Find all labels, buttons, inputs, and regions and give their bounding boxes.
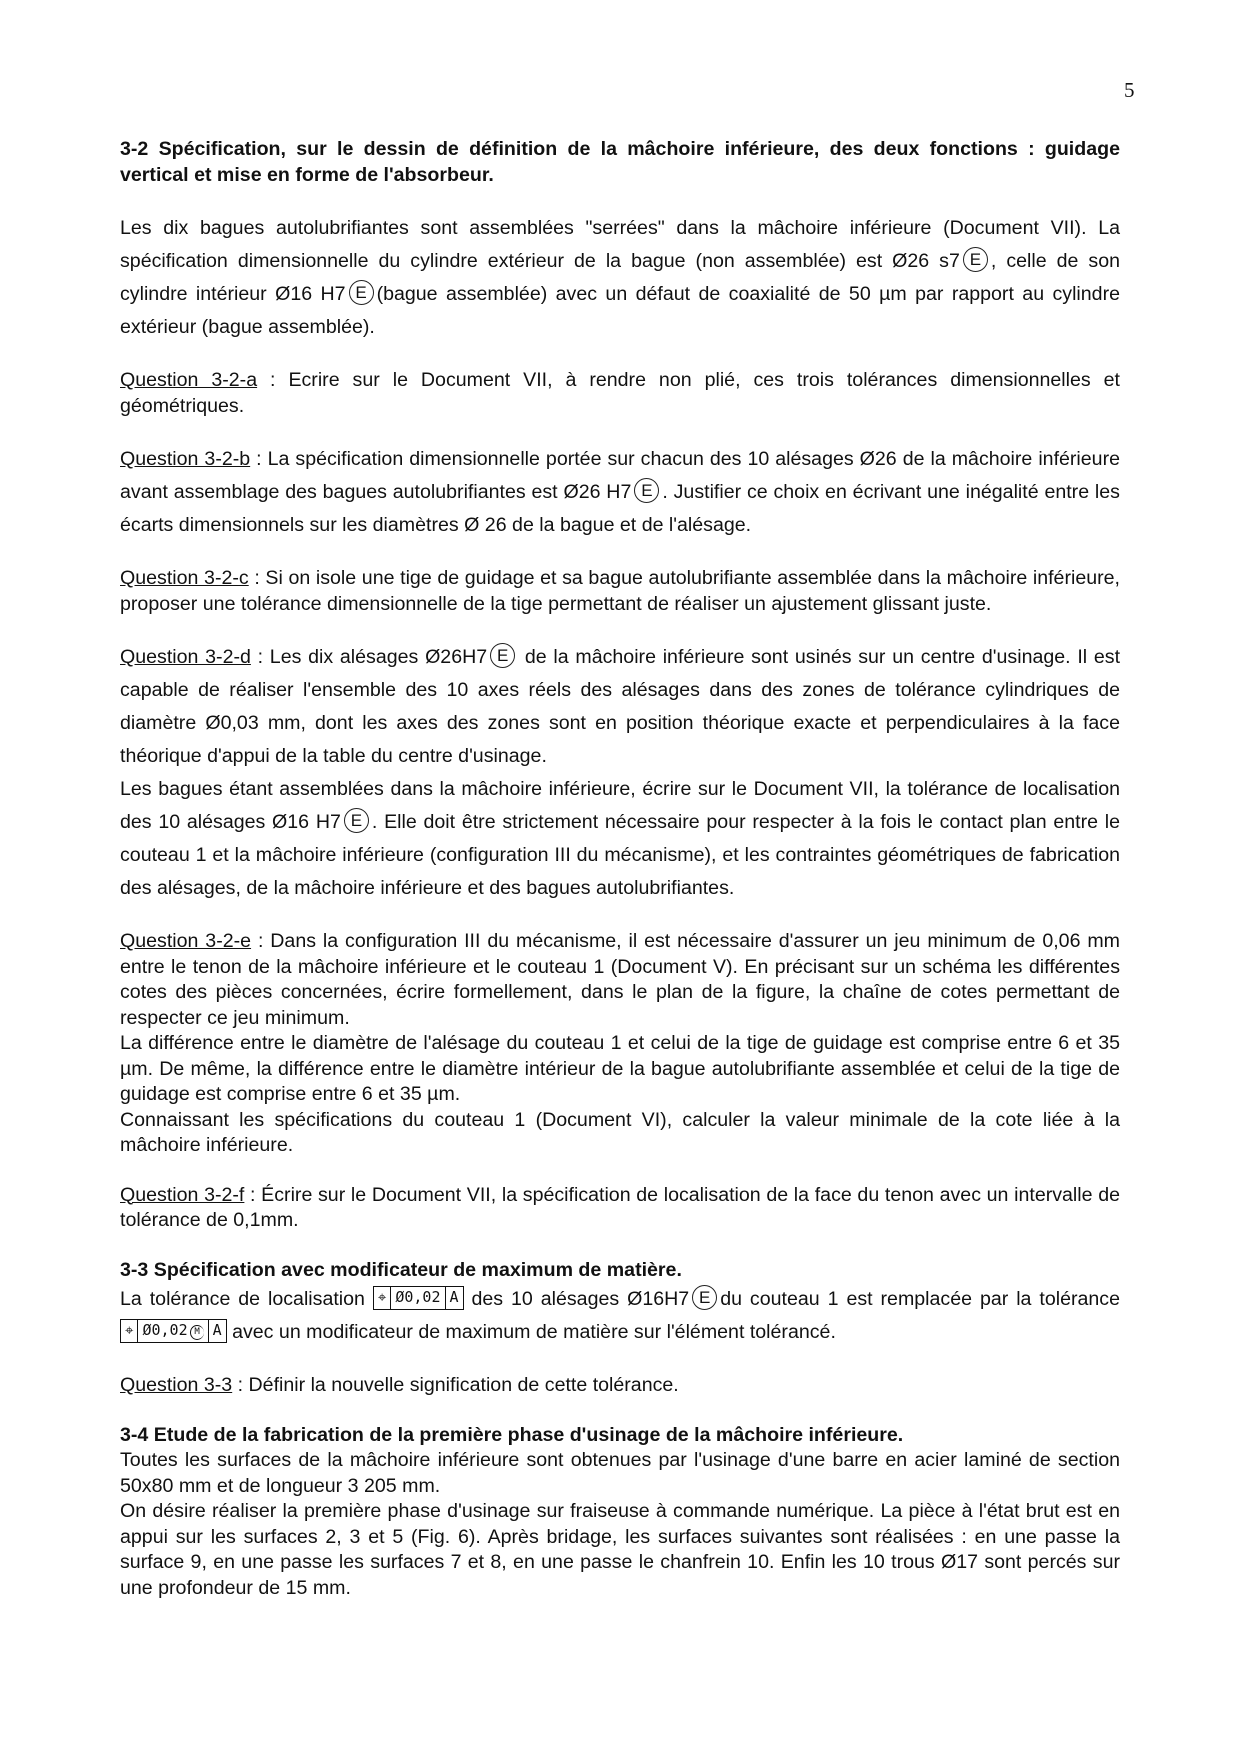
question-label: Question 3-2-c	[120, 567, 249, 589]
question-3-2-c	[120, 566, 1120, 617]
text-span: , celle de son cylindre intérieur Ø16 H7	[120, 250, 1120, 305]
text-span: (bague assemblée) avec un défaut de coaxialité de 50 µm par rapport au cylindre extérieur (bague assemblée).	[120, 283, 1120, 338]
datum-reference: A	[212, 1320, 222, 1339]
question-label: Question 3-2-f	[120, 1183, 245, 1206]
position-symbol-icon: ⌖	[121, 1320, 138, 1342]
question-3-2-b	[120, 443, 1120, 542]
question-body: : Dans la configuration III du mécanisme, il est nécessaire d'assurer un jeu minimum de 0,06 mm entre le tenon de la mâchoire inférieure et le couteau 1 (Document V). En précisant sur un schéma les différentes cotes des pièces concernées, écrire formellement, dans le plan de la figure, la chaîne de cotes permettant de respecter ce jeu minimum.	[120, 930, 1121, 1029]
question-body: : Écrire sur le Document VII, la spécification de localisation de la face du tenon avec un intervalle de tolérance de 0,1mm.	[120, 1183, 1121, 1231]
position-tolerance-frame-mmc	[120, 1319, 227, 1343]
question-3-2-c-text	[120, 566, 1120, 617]
position-symbol-icon: ⌖	[374, 1287, 391, 1309]
question-3-2-b-text	[120, 443, 1120, 542]
text-span: Les dix bagues autolubrifiantes sont assemblées "serrées" dans la mâchoire inférieure (Document VII). La spécification dimensionnelle du cylindre extérieur de la bague (non assemblée) est Ø26 s7	[120, 217, 1120, 272]
envelope-requirement-symbol: E	[634, 478, 659, 503]
question-3-2-f	[120, 1183, 1120, 1234]
question-label: Question 3-3	[120, 1374, 233, 1396]
document-body	[120, 137, 1120, 1625]
section-3-3	[120, 1258, 1120, 1350]
envelope-requirement-symbol: E	[692, 1285, 717, 1310]
question-label: Question 3-2-a	[120, 369, 258, 391]
question-3-2-f-text	[120, 1183, 1120, 1234]
tolerance-value: Ø0,02	[142, 1320, 188, 1339]
section-3-4-paragraph-2: On désire réaliser la première phase d'usinage sur fraiseuse à commande numérique. La pièce à l'état brut est en appui sur les surfaces 2, 3 et 5 (Fig. 6). Après bridage, les surfaces suivantes sont réalisées : en une passe la surface 9, en une passe les surfaces 7 et 8, en une passe le chanfrein 10. Enfin les 10 trous Ø17 sont percés sur une profondeur de 15 mm.	[120, 1500, 1120, 1599]
text-span: avec un modificateur de maximum de matière sur l'élément tolérancé.	[226, 1321, 836, 1343]
question-3-2-a	[120, 368, 1120, 419]
position-tolerance-frame	[373, 1286, 464, 1310]
section-3-4-paragraph-1: Toutes les surfaces de la mâchoire inférieure sont obtenues par l'usinage d'une barre en acier laminé de section 50x80 mm et de longueur 3 205 mm.	[120, 1449, 1120, 1497]
tolerance-value: Ø0,02	[391, 1287, 445, 1309]
question-body: : Définir la nouvelle signification de cette tolérance.	[232, 1374, 679, 1396]
section-3-4	[120, 1423, 1120, 1602]
envelope-requirement-symbol: E	[963, 247, 988, 272]
envelope-requirement-symbol: E	[344, 808, 369, 833]
question-body: . Justifier ce choix en écrivant une inégalité entre les écarts dimensionnels sur les diamètres Ø 26 de la bague et de l'alésage.	[120, 481, 1120, 536]
question-3-2-d-text-2	[120, 773, 1120, 905]
question-body: : Si on isole une tige de guidage et sa bague autolubrifiante assemblée dans la mâchoire inférieure, proposer une tolérance dimensionnelle de la tige permettant de réaliser un ajustement glissant juste.	[120, 567, 1120, 615]
question-body: Les bagues étant assemblées dans la mâchoire inférieure, écrire sur le Document VII, la tolérance de localisation des 10 alésages Ø16 H7	[120, 778, 1120, 833]
question-3-2-e-text-3: Connaissant les spécifications du couteau 1 (Document VI), calculer la valeur minimale de la cote liée à la mâchoire inférieure.	[120, 1108, 1120, 1156]
section-3-4-heading: 3-4 Etude de la fabrication de la première phase d'usinage de la mâchoire inférieure.	[120, 1423, 904, 1446]
page-number: 5	[1124, 78, 1135, 102]
datum-reference: A	[449, 1287, 459, 1306]
question-3-2-e-text-2: La différence entre le diamètre de l'alésage du couteau 1 et celui de la tige de guidage est comprise entre 6 et 35 µm. De même, la différence entre le diamètre intérieur de la bague autolubrifiante assemblée et celui de la tige de guidage est comprise entre 6 et 35 µm.	[120, 1032, 1120, 1105]
question-body: : Ecrire sur le Document VII, à rendre non plié, ces trois tolérances dimensionnelles et géométriques.	[120, 369, 1120, 417]
question-label: Question 3-2-e	[120, 930, 252, 952]
section-3-3-paragraph	[120, 1283, 1120, 1349]
tolerance-value-mmc	[138, 1320, 208, 1342]
envelope-requirement-symbol: E	[490, 643, 515, 668]
question-3-2-e	[120, 929, 1120, 1159]
question-body: . Elle doit être strictement nécessaire pour respecter à la fois le contact plan entre le couteau 1 et la mâchoire inférieure (configuration III du mécanisme), et les contraintes géométriques de fabrication des alésages, de la mâchoire inférieure et des bagues autolubrifiantes.	[120, 811, 1120, 899]
question-body: : La spécification dimensionnelle portée sur chacun des 10 alésages Ø26 de la mâchoire inférieure avant assemblage des bagues autolubrifiantes est Ø26 H7	[120, 448, 1120, 503]
section-3-2-paragraph	[120, 212, 1120, 344]
mmc-modifier-symbol: M	[190, 1325, 204, 1340]
section-3-2	[120, 137, 1120, 344]
question-label: Question 3-2-d	[120, 646, 251, 668]
question-3-3	[120, 1373, 1120, 1399]
question-body: : Les dix alésages Ø26H7	[250, 646, 488, 668]
question-3-2-a-text	[120, 368, 1120, 419]
text-span: du couteau 1 est remplacée par la tolérance	[720, 1288, 1120, 1310]
section-3-3-heading: 3-3 Spécification avec modificateur de maximum de matière.	[120, 1258, 682, 1281]
section-3-2-heading: 3-2 Spécification, sur le dessin de définition de la mâchoire inférieure, des deux fonctions : guidage vertical et mise en forme de l'absorbeur.	[120, 138, 1120, 186]
question-3-3-text	[120, 1373, 1120, 1399]
question-3-2-e-text	[120, 929, 1120, 1031]
text-span: La tolérance de localisation	[120, 1288, 373, 1310]
question-label: Question 3-2-b	[120, 448, 251, 470]
question-body: de la mâchoire inférieure sont usinés sur un centre d'usinage. Il est capable de réaliser l'ensemble des 10 axes réels des alésages dans des zones de tolérance cylindriques de diamètre Ø0,03 mm, dont les axes des zones sont en position théorique exacte et perpendiculaires à la face théorique d'appui de la table du centre d'usinage.	[120, 646, 1121, 767]
question-3-2-d-text	[120, 641, 1120, 773]
text-span: des 10 alésages Ø16H7	[463, 1288, 690, 1310]
question-3-2-d	[120, 641, 1120, 905]
envelope-requirement-symbol: E	[349, 280, 374, 305]
